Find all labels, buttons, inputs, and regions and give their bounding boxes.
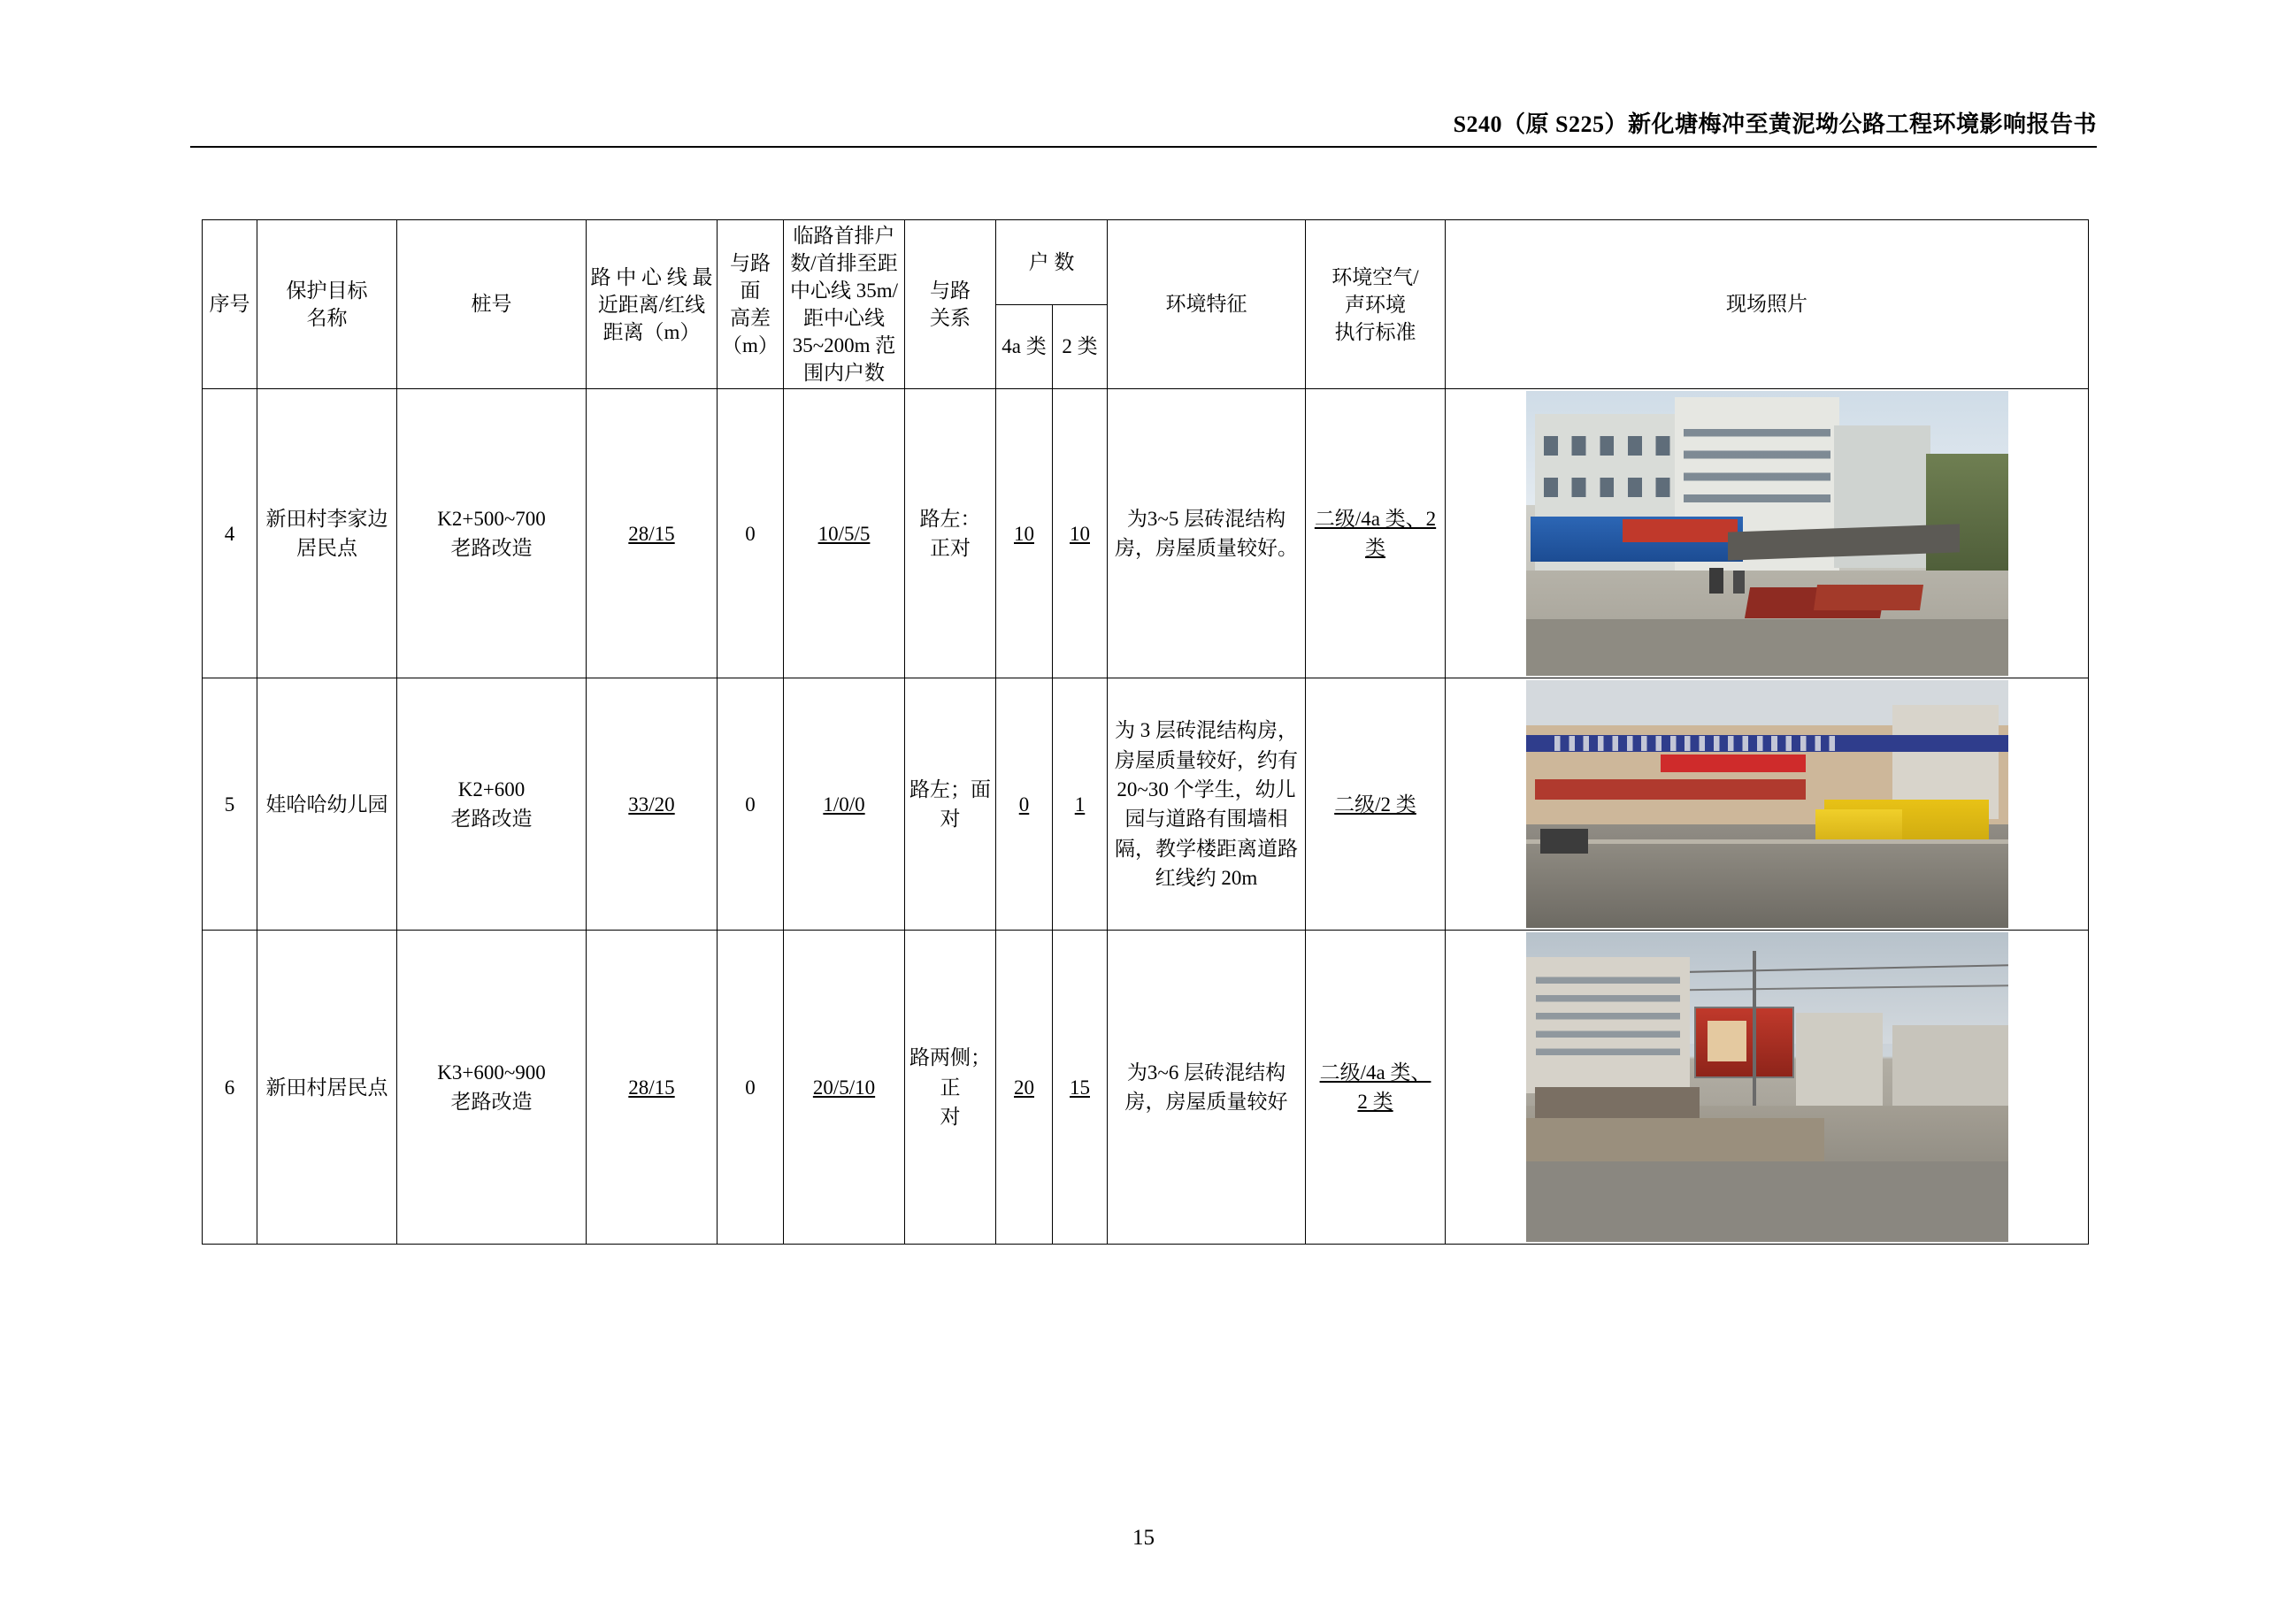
photo-billboard	[1694, 1007, 1794, 1078]
row-name-line1: 新田村李家边	[265, 507, 388, 530]
photo-awning	[1535, 779, 1805, 799]
environment-targets-table-wrapper	[202, 219, 2088, 1245]
row-standard-line1: 二级/4a 类、	[1319, 1061, 1431, 1084]
header-divider	[190, 146, 2097, 148]
row-feature: 为3~6 层砖混结构房，房屋质量较好	[1108, 931, 1306, 1245]
header-category-4a: 4a 类	[996, 304, 1053, 389]
site-photo-image	[1526, 932, 2008, 1242]
header-standard-line2: 声环境	[1345, 293, 1406, 316]
row-stake-line1: K2+500~700	[437, 507, 546, 530]
header-height	[718, 220, 784, 389]
header-photo: 现场照片	[1446, 220, 2089, 389]
row-relation	[905, 931, 996, 1245]
page-header: S240（原 S225）新化塘梅冲至黄泥坳公路工程环境影响报告书	[1453, 111, 2097, 137]
row-relation-line2: 正对	[930, 537, 971, 560]
environment-targets-table	[202, 219, 2089, 1245]
photo-vehicle	[1540, 829, 1589, 854]
photo-person-2	[1733, 571, 1746, 594]
header-stake: 桩号	[397, 220, 587, 389]
header-seq: 序号	[203, 220, 257, 389]
row-distance: 28/15	[587, 931, 718, 1245]
row-category-2: 10	[1053, 389, 1108, 678]
header-height-line3: （m）	[722, 334, 779, 357]
header-height-line1: 与路面	[730, 252, 771, 303]
row-height: 0	[718, 389, 784, 678]
table-header-row	[203, 220, 2089, 305]
header-category-2: 2 类	[1053, 304, 1108, 389]
header-relation-line1: 与路	[930, 280, 971, 303]
row-distance: 28/15	[587, 389, 718, 678]
header-households-line4: 距中心线	[803, 307, 885, 330]
row-photo	[1446, 389, 2089, 678]
row-height: 0	[718, 678, 784, 931]
row-name-line2: 居民点	[296, 537, 357, 560]
row-households: 10/5/5	[784, 389, 905, 678]
header-relation	[905, 220, 996, 389]
row-height: 0	[718, 931, 784, 1245]
photo-red-tarp-2	[1813, 585, 1922, 610]
row-standard-line2: 2 类	[1357, 1091, 1393, 1114]
header-households-line6: 围内户数	[803, 362, 885, 385]
row-stake-line2: 老路改造	[450, 1091, 533, 1114]
row-category-4a: 0	[996, 678, 1053, 931]
row-photo	[1446, 931, 2089, 1245]
photo-building-left	[1526, 957, 1690, 1093]
row-households: 20/5/10	[784, 931, 905, 1245]
photo-road	[1526, 1161, 2008, 1242]
row-name	[257, 389, 397, 678]
photo-trees	[1926, 454, 2008, 579]
photo-kindergarten-sign	[1661, 755, 1806, 772]
photo-utility-pole	[1753, 951, 1756, 1112]
site-photo-image	[1526, 680, 2008, 928]
row-stake-line1: K3+600~900	[437, 1061, 546, 1084]
photo-building-middle	[1796, 1013, 1883, 1118]
site-photo-image	[1526, 391, 2008, 676]
photo-building-right	[1892, 1025, 2008, 1118]
header-name-line1: 保护目标	[286, 280, 368, 303]
photo-signboard-text	[1554, 736, 1844, 751]
row-stake	[397, 678, 587, 931]
table-row	[203, 389, 2089, 678]
row-seq: 6	[203, 931, 257, 1245]
row-seq: 5	[203, 678, 257, 931]
row-stake-line1: K2+600	[457, 778, 526, 801]
row-category-4a: 20	[996, 931, 1053, 1245]
header-name-line2: 名称	[306, 307, 348, 330]
row-category-2: 1	[1053, 678, 1108, 931]
header-distance-line2: 近距离/红线	[597, 293, 706, 316]
row-relation-line2: 对	[940, 1105, 961, 1128]
header-name	[257, 220, 397, 389]
row-photo	[1446, 678, 2089, 931]
table-row	[203, 931, 2089, 1245]
photo-shop-sign	[1623, 519, 1738, 542]
header-households-line3: 中心线 35m/	[789, 280, 899, 303]
header-households-line5: 35~200m 范	[792, 334, 896, 357]
row-stake	[397, 389, 587, 678]
page-number: 15	[1132, 1526, 1155, 1550]
row-feature: 为 3 层砖混结构房，房屋质量较好，约有 20~30 个学生，幼儿园与道路有围墙相隔，教学楼距离道路红线约 20m	[1108, 678, 1306, 931]
header-standard-line3: 执行标准	[1334, 320, 1416, 343]
row-relation	[905, 389, 996, 678]
row-seq: 4	[203, 389, 257, 678]
header-distance	[587, 220, 718, 389]
row-name: 娃哈哈幼儿园	[257, 678, 397, 931]
header-height-line2: 高差	[730, 307, 771, 330]
row-relation-line1: 路左：	[919, 507, 981, 530]
header-households-line2: 数/首排至距	[790, 252, 898, 275]
row-category-2: 15	[1053, 931, 1108, 1245]
row-stake-line2: 老路改造	[450, 808, 533, 831]
row-name: 新田村居民点	[257, 931, 397, 1245]
header-households-line1: 临路首排户	[793, 225, 895, 247]
row-standard: 二级/2 类	[1306, 678, 1446, 931]
row-stake	[397, 931, 587, 1245]
photo-road	[1526, 619, 2008, 676]
header-distance-line3: 距离（m）	[602, 320, 701, 343]
header-relation-line2: 关系	[930, 307, 971, 330]
header-household-count: 户 数	[996, 220, 1108, 305]
row-stake-line2: 老路改造	[450, 537, 533, 560]
header-households	[784, 220, 905, 389]
row-households: 1/0/0	[784, 678, 905, 931]
row-feature: 为3~5 层砖混结构房，房屋质量较好。	[1108, 389, 1306, 678]
header-standard	[1306, 220, 1446, 389]
photo-person-1	[1709, 568, 1723, 594]
header-feature: 环境特征	[1108, 220, 1306, 389]
header-standard-line1: 环境空气/	[1332, 265, 1419, 288]
row-standard	[1306, 931, 1446, 1245]
row-distance: 33/20	[587, 678, 718, 931]
row-relation: 路左；面对	[905, 678, 996, 931]
header-distance-line1: 路 中 心 线 最	[590, 265, 713, 288]
row-standard: 二级/4a 类、2类	[1306, 389, 1446, 678]
row-category-4a: 10	[996, 389, 1053, 678]
table-row	[203, 678, 2089, 931]
photo-road	[1526, 844, 2008, 928]
row-relation-line1: 路两侧；正	[909, 1046, 991, 1099]
photo-dirt-area	[1526, 1118, 1825, 1168]
